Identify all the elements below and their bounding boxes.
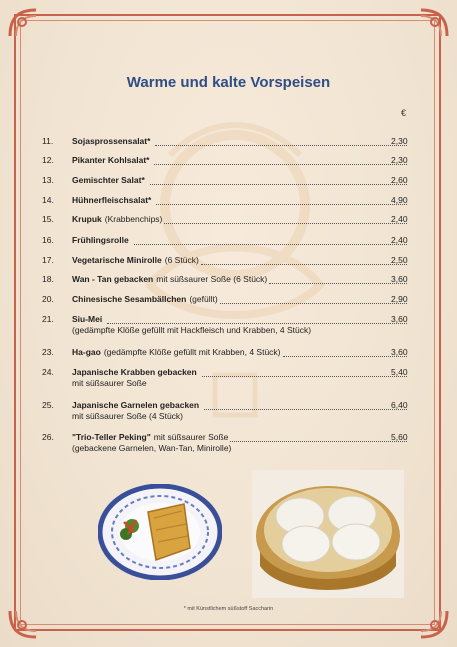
corner-ornament-icon xyxy=(6,607,40,641)
item-number: 13. xyxy=(42,175,54,185)
item-number: 15. xyxy=(42,214,54,224)
item-price: 3,60 xyxy=(391,347,408,357)
section-title: Warme und kalte Vorspeisen xyxy=(126,74,331,91)
corner-ornament-icon xyxy=(417,6,451,40)
item-number: 24. xyxy=(42,367,54,377)
item-description: mit süßsaurer Soße xyxy=(153,432,229,442)
dim-sum-basket-image xyxy=(252,470,404,598)
item-description: (Krabbenchips) xyxy=(104,214,163,224)
item-subtext: mit süßsaurer Soße (4 Stück) xyxy=(72,411,184,421)
item-name: Siu-Mei xyxy=(72,314,103,324)
item-number: 17. xyxy=(42,255,54,265)
leader-dots xyxy=(164,216,407,224)
item-price: 2,50 xyxy=(391,255,408,265)
item-description: mit süßsaurer Soße (6 Stück) xyxy=(156,274,268,284)
item-description: (gedämpfte Klöße gefüllt mit Krabben, 4 Stück) xyxy=(103,347,281,357)
item-price: 6,40 xyxy=(391,400,408,410)
item-name: Vegetarische Minirolle xyxy=(72,255,162,265)
leader-dots xyxy=(202,369,407,377)
item-name: Ha-gao xyxy=(72,347,101,357)
leader-dots xyxy=(155,138,407,146)
item-price: 2,40 xyxy=(391,214,408,224)
item-name: Wan - Tan gebacken xyxy=(72,274,154,284)
item-subtext: (gedämpfte Klöße gefüllt mit Hackfleisch und Krabben, 4 Stück) xyxy=(72,325,312,335)
item-number: 26. xyxy=(42,432,54,442)
item-name: "Trio-Teller Peking" xyxy=(72,432,151,442)
corner-ornament-icon xyxy=(417,607,451,641)
item-number: 16. xyxy=(42,235,54,245)
item-price: 2,30 xyxy=(391,155,408,165)
item-price: 2,90 xyxy=(391,294,408,304)
item-name: Hühnerfleischsalat* xyxy=(72,195,152,205)
item-number: 18. xyxy=(42,274,54,284)
item-name: Frühlingsrolle xyxy=(72,235,129,245)
leader-dots xyxy=(156,197,407,205)
item-name: Krupuk xyxy=(72,214,102,224)
item-number: 11. xyxy=(42,136,54,146)
item-name: Japanische Garnelen gebacken xyxy=(72,400,200,410)
item-price: 5,60 xyxy=(391,432,408,442)
item-number: 12. xyxy=(42,155,54,165)
leader-dots xyxy=(220,296,407,304)
item-number: 20. xyxy=(42,294,54,304)
item-price: 3,60 xyxy=(391,314,408,324)
item-number: 25. xyxy=(42,400,54,410)
item-number: 23. xyxy=(42,347,54,357)
item-description: (6 Stück) xyxy=(164,255,199,265)
item-name: Gemischter Salat* xyxy=(72,175,145,185)
item-price: 5,40 xyxy=(391,367,408,377)
item-name: Chinesische Sesambällchen xyxy=(72,294,187,304)
item-description: (gefüllt) xyxy=(189,294,218,304)
currency-symbol: € xyxy=(401,108,407,118)
leader-dots xyxy=(204,402,407,410)
leader-dots xyxy=(283,349,407,357)
footnote: * mit Künstlichem süßstoff Saccharin xyxy=(183,606,274,612)
leader-dots xyxy=(230,434,407,442)
item-price: 2,30 xyxy=(391,136,408,146)
item-name: Pikanter Kohlsalat* xyxy=(72,155,150,165)
item-subtext: (gebackene Garnelen, Wan-Tan, Minirolle) xyxy=(72,443,232,453)
spring-roll-plate-image xyxy=(98,484,222,580)
item-subtext: mit süßsaurer Soße xyxy=(72,378,147,388)
item-price: 2,60 xyxy=(391,175,408,185)
item-number: 14. xyxy=(42,195,54,205)
leader-dots xyxy=(107,316,407,324)
item-price: 2,40 xyxy=(391,235,408,245)
item-price: 3,60 xyxy=(391,274,408,284)
item-number: 21. xyxy=(42,314,54,324)
leader-dots xyxy=(269,276,407,284)
corner-ornament-icon xyxy=(6,6,40,40)
item-name: Sojasprossensalat* xyxy=(72,136,151,146)
leader-dots xyxy=(154,157,407,165)
item-name: Japanische Krabben gebacken xyxy=(72,367,197,377)
leader-dots xyxy=(201,257,407,265)
leader-dots xyxy=(134,237,407,245)
leader-dots xyxy=(150,177,407,185)
item-price: 4,90 xyxy=(391,195,408,205)
